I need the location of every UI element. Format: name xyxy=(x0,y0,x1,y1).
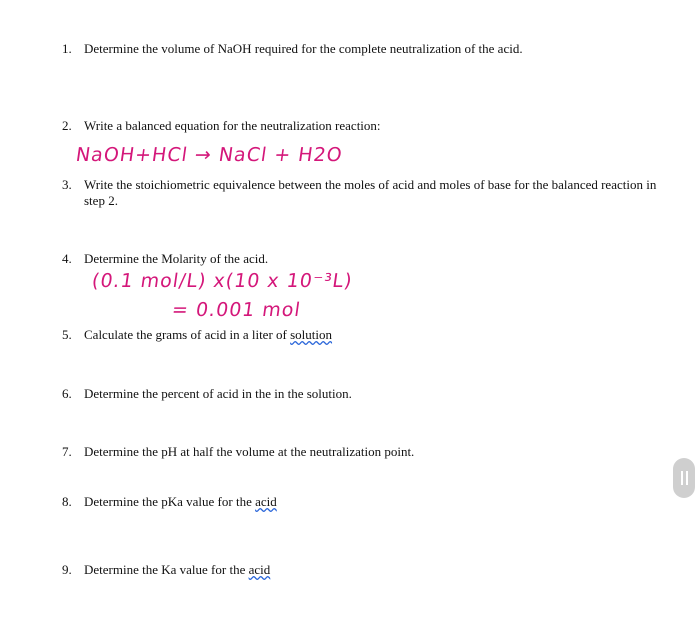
question-number: 7. xyxy=(62,444,72,459)
question-number: 3. xyxy=(62,177,72,192)
spellcheck-underlined-word: solution xyxy=(290,327,333,342)
grip-icon xyxy=(681,471,688,485)
question-text: Determine the pH at half the volume at the neutralization point. xyxy=(84,444,415,459)
question-text-main: Calculate the grams of acid in a liter of xyxy=(84,327,291,342)
side-panel-handle[interactable] xyxy=(673,458,695,498)
question-number: 5. xyxy=(62,327,72,342)
question-text xyxy=(84,327,662,343)
question-text-main: Determine the pKa value for the xyxy=(84,494,256,509)
question-number: 6. xyxy=(62,386,72,401)
question-text-main: Determine the Ka value for the xyxy=(84,562,249,577)
question-text xyxy=(84,494,662,510)
question-text: Write a balanced equation for the neutralization reaction: xyxy=(84,118,381,133)
question-text: Determine the Molarity of the acid. xyxy=(84,251,269,266)
handwritten-molarity-line2: = 0.001 mol xyxy=(170,299,303,321)
question-number: 1. xyxy=(62,41,72,56)
question-text xyxy=(84,562,662,578)
question-text: Determine the percent of acid in the in the solution. xyxy=(84,386,352,401)
spellcheck-underlined-word: acid xyxy=(255,494,277,509)
spellcheck-underlined-word: acid xyxy=(248,562,271,577)
question-number: 4. xyxy=(62,251,72,266)
question-number: 9. xyxy=(62,562,72,577)
question-number: 8. xyxy=(62,494,72,509)
question-text: Determine the volume of NaOH required for the complete neutralization of the acid. xyxy=(84,41,523,56)
handwritten-molarity-line1: (0.1 mol/L) x(10 x 10⁻³L) xyxy=(90,270,355,292)
handwritten-equation: NaOH+HCl → NaCl + H2O xyxy=(74,144,345,166)
question-text: Write the stoichiometric equivalence between the moles of acid and moles of base for the balanced reaction in step 2. xyxy=(84,177,657,208)
question-number: 2. xyxy=(62,118,72,133)
